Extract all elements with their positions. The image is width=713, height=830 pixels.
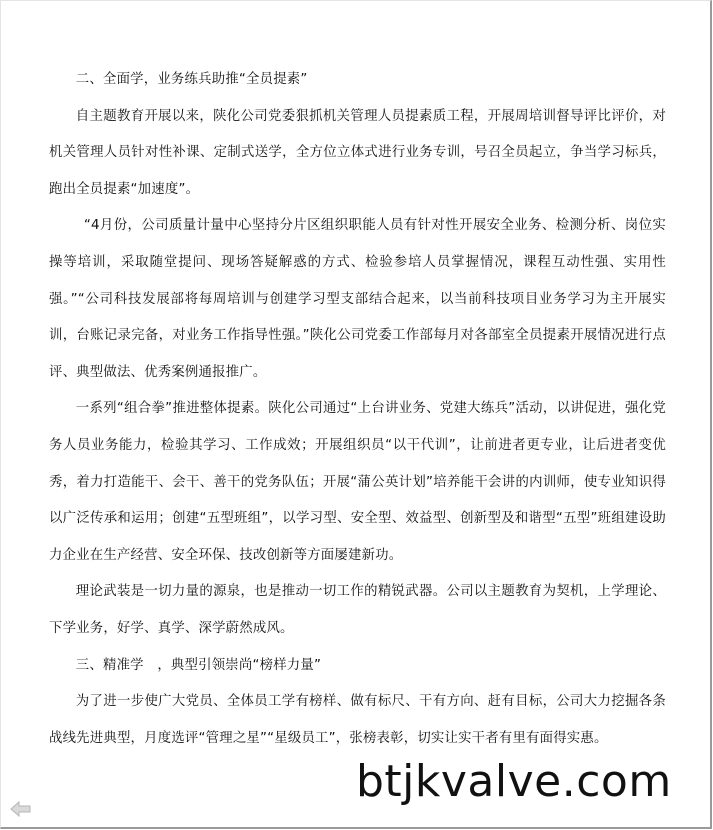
article-body (49, 62, 666, 757)
paragraph-theory: 理论武装是一切力量的源泉，也是推动一切工作的精锐武器。公司以主题教育为契机，上学理论、下学业务，好学、真学、深学蔚然成风。 (49, 584, 666, 636)
paragraph-combination: 一系列“组合拳”推进整体提素。陕化公司通过“上台讲业务、党建大练兵”活动，以讲促进，强化党务人员业务能力，检验其学习、工作成效；开展组织员“以干代训”，让前进者更专业，让后进者变优秀，着力打造能干、会干、善干的党务队伍；开展“蒲公英计划”培养能干会讲的内训师，使专业知识得以广泛传承和运用；创建“五型班组”，以学习型、安全型、效益型、创新型及和谐型“五型”班组建设助力企业在生产经营、安全环保、技改创新等方面屡建新功。 (49, 401, 666, 563)
paragraph-models: 为了进一步使广大党员、全体员工学有榜样、做有标尺、干有方向、赶有目标，公司大力挖掘各条战线先进典型，月度选评“管理之星”“星级员工”，张榜表彰，切实让实干者有里有面得实惠。 (49, 694, 666, 746)
paragraph-quotes: “4月份，公司质量计量中心坚持分片区组织职能人员有针对性开展安全业务、检测分析、岗位实操等培训，采取随堂提问、现场答疑解惑的方式、检验参培人员掌握情况，课程互动性强、实用性强。”“公司科技发展部将每周培训与创建学习型支部结合起来，以当前科技项目业务学习为主开展实训，台账记录完备，对业务工作指导性强。”陕化公司党委工作部每月对各部室全员提素开展情况进行点评、典型做法、优秀案例通报推广。 (49, 218, 666, 380)
paragraph-intro: 自主题教育开展以来，陕化公司党委狠抓机关管理人员提素质工程，开展周培训督导评比评价，对机关管理人员针对性补课、定制式送学，全方位立体式进行业务专训，号召全员起立，争当学习标兵，跑出全员提素“加速度”。 (49, 108, 666, 197)
back-arrow-icon[interactable] (10, 800, 32, 818)
watermark-text: btjkvalve.com (356, 756, 672, 807)
section-heading-2: 二、全面学，业务练兵助推“全员提素” (75, 72, 308, 87)
section-heading-3: 三、精准学 ，典型引领崇尚“榜样力量” (75, 657, 322, 673)
